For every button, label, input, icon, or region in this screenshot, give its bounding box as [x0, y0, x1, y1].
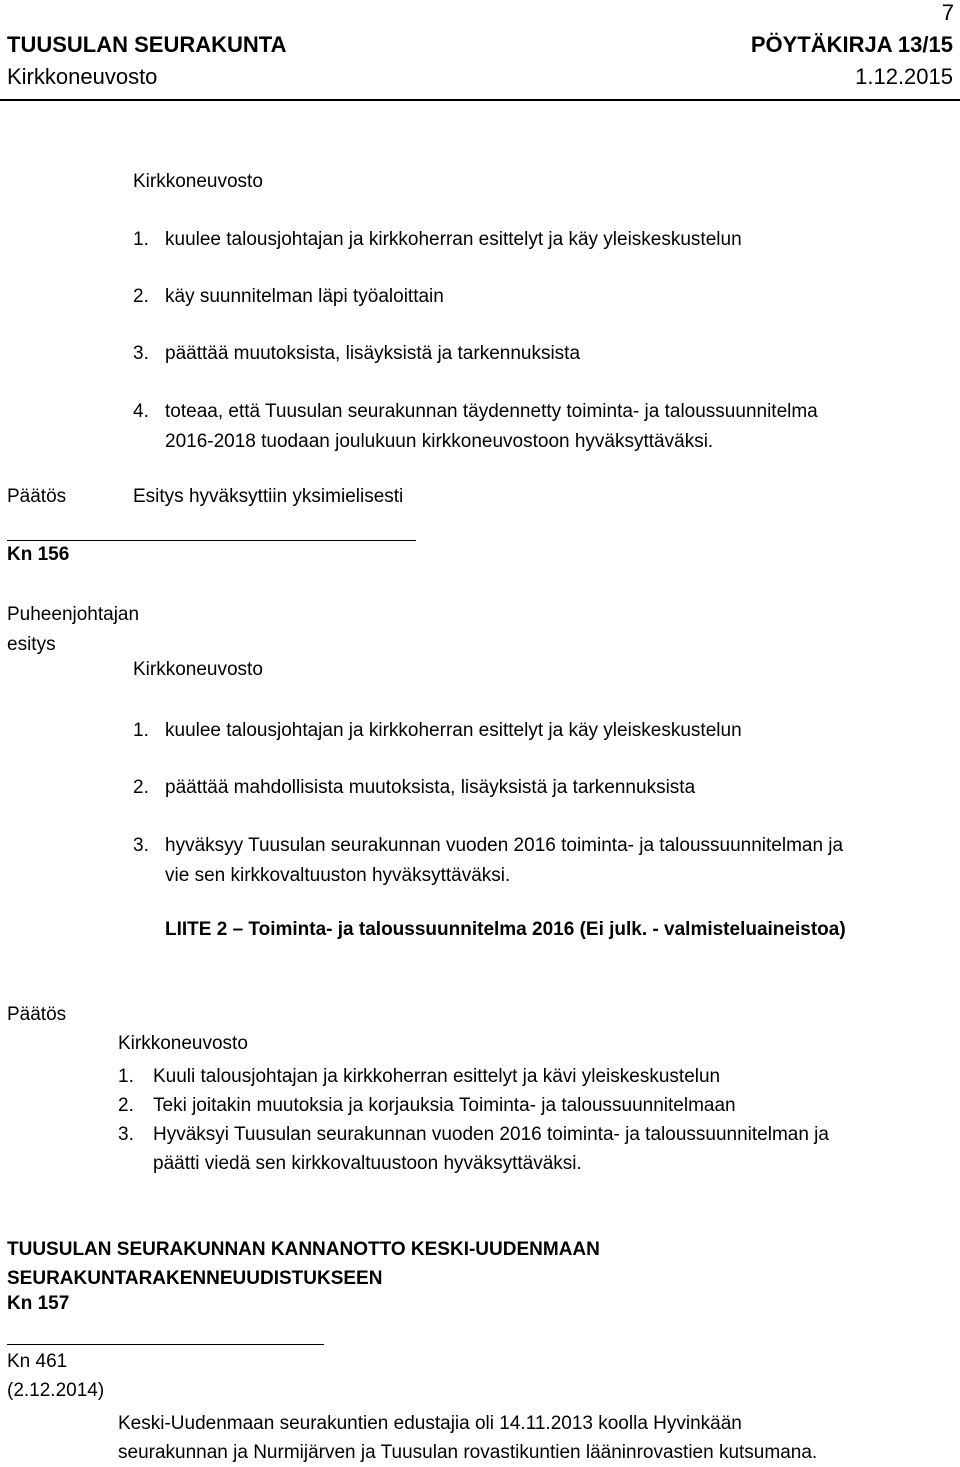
section-title-line: SEURAKUNTARAKENNEUUDISTUKSEEN [7, 1268, 383, 1289]
item-number: 1. [133, 720, 149, 741]
decision-heading: Kirkkoneuvosto [118, 1033, 248, 1054]
meeting-date: 1.12.2015 [855, 64, 953, 89]
reference-date: (2.12.2014) [7, 1380, 105, 1401]
item-text-line: vie sen kirkkovaltuuston hyväksyttäväksi. [165, 865, 511, 886]
item-text-line: toteaa, että Tuusulan seurakunnan täydennetty toiminta- ja taloussuunnitelma [165, 401, 818, 422]
list-item [118, 1091, 736, 1121]
section1-heading: Kirkkoneuvosto [133, 171, 263, 192]
item-text-line: päätti viedä sen kirkkovaltuustoon hyväksyttäväksi. [153, 1153, 582, 1174]
item-number: 2. [133, 777, 149, 798]
item-number: 3. [118, 1124, 134, 1145]
meeting-body: Kirkkoneuvosto [7, 64, 158, 89]
item-text: kuulee talousjohtajan ja kirkkoherran esittelyt ja käy yleiskeskustelun [165, 229, 742, 250]
item-text: päättää mahdollisista muutoksista, lisäyksistä ja tarkennuksista [165, 777, 696, 798]
header-rule [0, 99, 960, 101]
item-number: 1. [133, 229, 149, 250]
section-title-line: TUUSULAN SEURAKUNNAN KANNANOTTO KESKI-UUDENMAAN [7, 1239, 600, 1260]
body-text [118, 1409, 817, 1467]
item-text-line: hyväksyy Tuusulan seurakunnan vuoden 2016 toiminta- ja taloussuunnitelman ja [165, 835, 844, 856]
list-item [118, 1120, 829, 1178]
document-title: PÖYTÄKIRJA 13/15 [750, 32, 953, 57]
list-item [133, 773, 695, 803]
item-number: 2. [133, 286, 149, 307]
proposal-label [7, 600, 139, 660]
section-number: Kn 156 [7, 544, 70, 565]
decision-text: Esitys hyväksyttiin yksimielisesti [133, 486, 404, 507]
section-divider [7, 1344, 324, 1345]
page-number: 7 [941, 0, 954, 25]
body-text-line: seurakunnan ja Nurmijärven ja Tuusulan rovastikuntien lääninrovastien kutsumana. [118, 1442, 818, 1463]
item-text [153, 1120, 829, 1178]
list-item [133, 225, 742, 255]
item-text-line: 2016-2018 tuodaan joulukuun kirkkoneuvostoon hyväksyttäväksi. [165, 431, 714, 452]
item-number: 1. [118, 1066, 134, 1087]
list-item [133, 282, 444, 312]
section-title [7, 1235, 600, 1293]
item-text: Teki joitakin muutoksia ja korjauksia Toiminta- ja taloussuunnitelmaan [153, 1095, 736, 1116]
proposal-label-line: Puheenjohtajan [7, 604, 140, 625]
item-number: 3. [133, 835, 149, 856]
list-item [133, 339, 580, 369]
item-text-line: Hyväksyi Tuusulan seurakunnan vuoden 2016 toiminta- ja taloussuunnitelman ja [153, 1124, 829, 1145]
item-text: kuulee talousjohtajan ja kirkkoherran esittelyt ja käy yleiskeskustelun [165, 720, 742, 741]
decision-label: Päätös [7, 486, 67, 507]
section-divider [7, 540, 416, 541]
item-text: päättää muutoksista, lisäyksistä ja tarkennuksista [165, 343, 581, 364]
section-number: Kn 157 [7, 1293, 70, 1314]
attachment-link[interactable]: LIITE 2 – Toiminta- ja taloussuunnitelma 2016 (Ei julk. - valmisteluaineistoa) [165, 919, 846, 940]
item-text: Kuuli talousjohtajan ja kirkkoherran esittelyt ja kävi yleiskeskustelun [153, 1066, 721, 1087]
list-item [133, 831, 843, 891]
item-number: 2. [118, 1095, 134, 1116]
body-text-line: Keski-Uudenmaan seurakuntien edustajia oli 14.11.2013 koolla Hyvinkään [118, 1413, 742, 1434]
item-text: käy suunnitelman läpi työaloittain [165, 286, 444, 307]
kn156-heading: Kirkkoneuvosto [133, 659, 263, 680]
reference-label: Kn 461 [7, 1351, 68, 1372]
decision-label: Päätös [7, 1004, 67, 1025]
organization-name: TUUSULAN SEURAKUNTA [7, 32, 287, 57]
item-number: 4. [133, 401, 149, 422]
list-item [118, 1062, 720, 1092]
list-item [133, 716, 742, 746]
item-number: 3. [133, 343, 149, 364]
item-text [165, 831, 843, 891]
proposal-label-line: esitys [7, 634, 56, 655]
list-item [133, 397, 818, 457]
item-text [165, 397, 818, 457]
